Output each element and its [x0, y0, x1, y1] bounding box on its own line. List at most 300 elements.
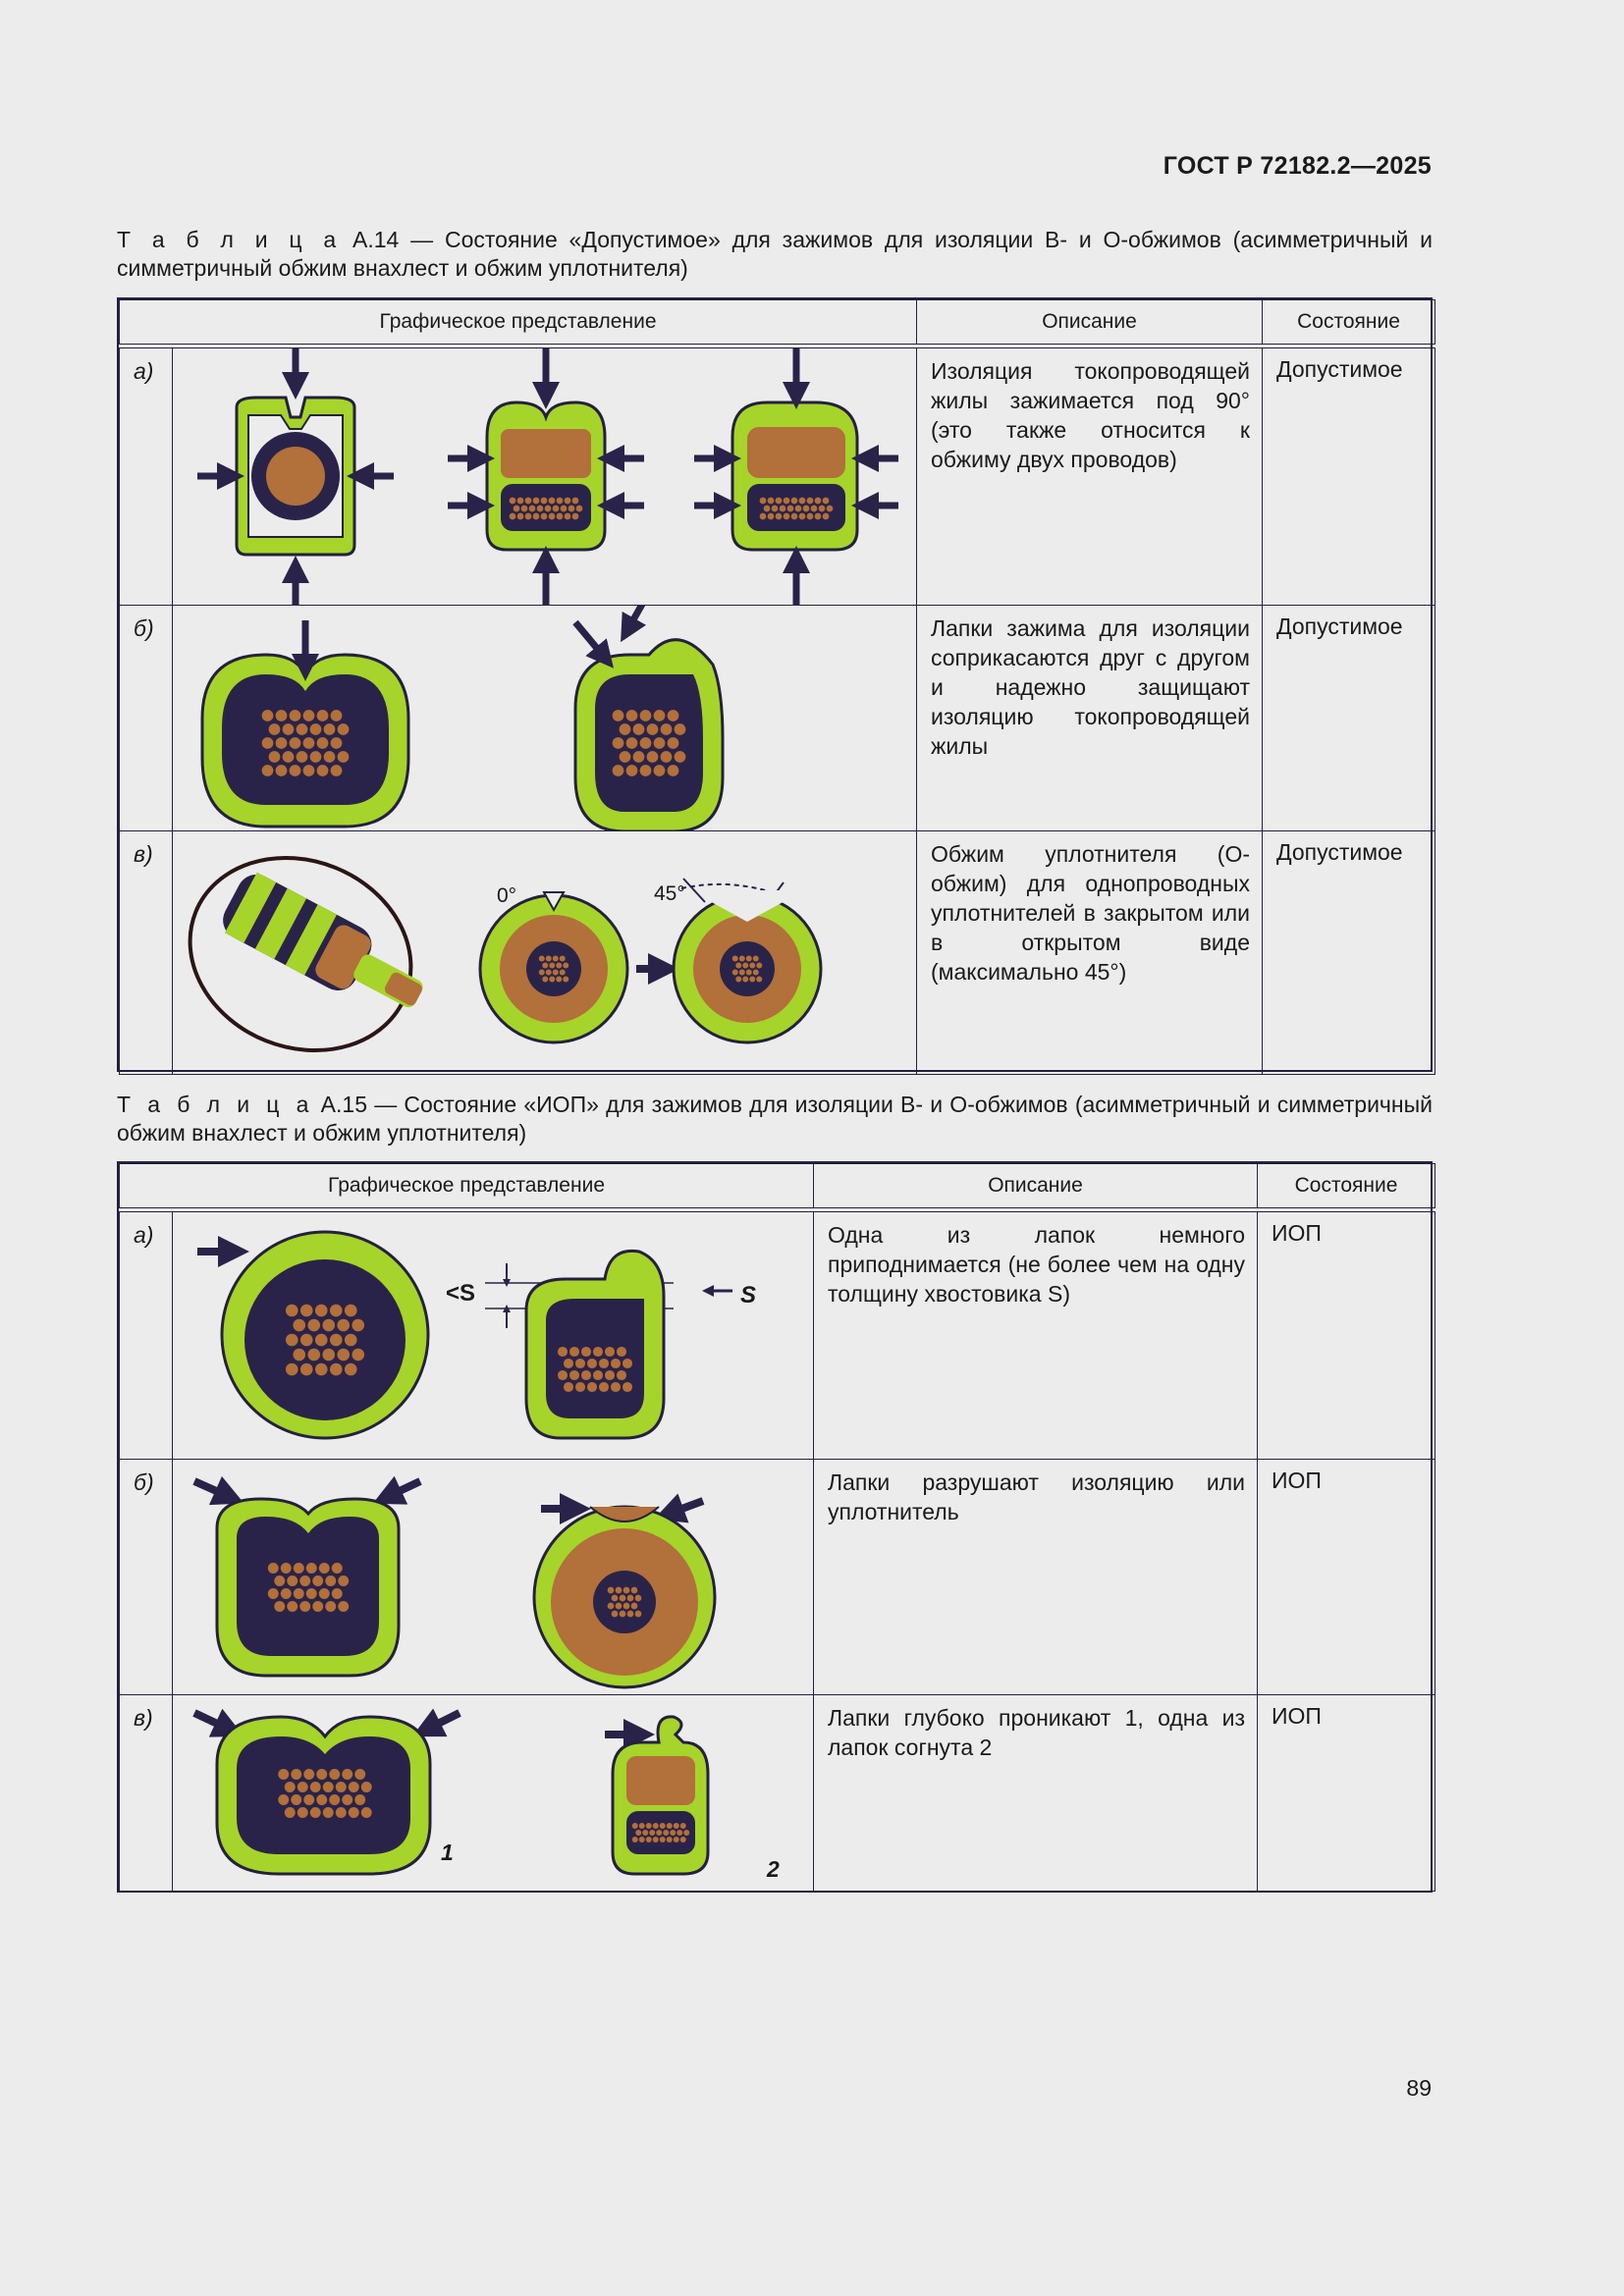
- copper-strand: [660, 1823, 666, 1829]
- dim-label-less-s: <S: [446, 1280, 476, 1307]
- copper-strand: [756, 977, 762, 983]
- copper-strand: [571, 453, 580, 461]
- copper-strand: [323, 1782, 334, 1792]
- copper-strand: [324, 723, 336, 735]
- copper-strand: [631, 1603, 638, 1610]
- copper-strand: [789, 451, 798, 459]
- copper-strand: [632, 1771, 640, 1779]
- copper-strand: [631, 1587, 638, 1594]
- copper-strand: [361, 1807, 372, 1818]
- table-a14: [117, 297, 1433, 1072]
- copper-strand: [279, 462, 287, 470]
- copper-strand: [556, 977, 562, 983]
- copper-strand: [816, 440, 825, 449]
- copper-strand: [533, 513, 540, 520]
- copper-strand: [336, 1807, 347, 1818]
- copper-strand: [312, 1601, 323, 1612]
- table-row: [120, 831, 1435, 1075]
- copper-strand: [329, 1794, 340, 1805]
- copper-strand: [361, 1782, 372, 1792]
- copper-strand: [303, 1769, 314, 1780]
- copper-strand: [780, 506, 786, 512]
- copper-strand: [749, 963, 755, 969]
- row-description: Лапки глубоко проникают 1, одна из лапок согнута 2: [814, 1695, 1258, 1892]
- header-graphic: Графическое представление: [120, 300, 917, 345]
- copper-strand: [680, 1837, 686, 1842]
- copper-strand: [572, 513, 579, 520]
- copper-strand: [764, 506, 771, 512]
- copper-strand: [611, 1382, 621, 1392]
- copper-strand: [572, 498, 579, 505]
- copper-strand: [656, 1830, 662, 1836]
- copper-strand: [576, 506, 583, 512]
- copper-strand: [310, 751, 322, 763]
- copper-strand: [739, 970, 745, 976]
- copper-strand: [317, 765, 329, 776]
- copper-strand: [668, 737, 679, 749]
- copper-strand: [674, 1823, 679, 1829]
- figure-cell: [173, 1212, 814, 1460]
- row-state: ИОП: [1258, 1460, 1435, 1695]
- marker-label-1: 1: [441, 1840, 454, 1865]
- row-description: Лапки зажима для изоляции соприкасаются друг с другом и надежно защищают изоляцию токопроводящей жилы: [917, 606, 1263, 831]
- copper-strand: [675, 751, 686, 763]
- copper-strand: [659, 1771, 667, 1779]
- copper-strand: [677, 1830, 682, 1836]
- table-row: [120, 1695, 1435, 1892]
- header-state: Состояние: [1263, 300, 1435, 345]
- copper-strand: [627, 1611, 634, 1618]
- row-state: Допустимое: [1263, 606, 1435, 831]
- copper-strand: [262, 765, 274, 776]
- copper-strand: [735, 977, 741, 983]
- page-number: 89: [1406, 2075, 1432, 2101]
- copper-strand: [330, 1334, 343, 1347]
- copper-strand: [613, 737, 624, 749]
- copper-strand: [285, 1807, 296, 1818]
- copper-strand: [593, 1370, 603, 1380]
- copper-strand: [649, 1830, 655, 1836]
- copper-strand: [289, 482, 297, 490]
- copper-strand: [268, 1563, 279, 1574]
- copper-strand: [787, 506, 794, 512]
- copper-strand: [735, 963, 741, 969]
- copper-strand: [281, 1563, 292, 1574]
- copper-strand: [827, 506, 834, 512]
- copper-strand: [325, 1601, 336, 1612]
- seal-crimp-photo-illustration: [173, 831, 440, 1075]
- copper-strand: [772, 506, 779, 512]
- copper-strand: [646, 1837, 652, 1842]
- copper-strand: [742, 963, 748, 969]
- row-state: Допустимое: [1263, 831, 1435, 1075]
- copper-strand: [762, 440, 771, 449]
- copper-strand: [779, 451, 787, 459]
- row-label: в): [120, 831, 173, 1075]
- table-a15: [117, 1161, 1433, 1893]
- copper-strand: [742, 977, 748, 983]
- copper-strand: [331, 710, 343, 721]
- copper-strand: [784, 513, 790, 520]
- copper-strand: [342, 1794, 352, 1805]
- caption-label: Т а б л и ц а: [117, 1092, 314, 1117]
- copper-strand: [599, 1382, 609, 1392]
- copper-strand: [555, 442, 564, 451]
- copper-strand: [799, 513, 806, 520]
- copper-strand: [549, 963, 555, 969]
- copper-strand: [633, 751, 645, 763]
- caption-label: Т а б л и ц а: [117, 227, 342, 252]
- copper-strand: [637, 1780, 645, 1788]
- copper-strand: [654, 765, 666, 776]
- copper-strand: [312, 1575, 323, 1586]
- copper-strand: [756, 963, 762, 969]
- copper-strand: [822, 451, 831, 459]
- copper-strand: [546, 956, 552, 962]
- copper-strand: [613, 765, 624, 776]
- copper-strand: [300, 1363, 313, 1376]
- row-description: Лапки разрушают изоляцию или уплотнитель: [814, 1460, 1258, 1695]
- copper-strand: [553, 970, 559, 976]
- copper-strand: [632, 1837, 638, 1842]
- crimp-figure-b: [173, 606, 917, 831]
- copper-strand: [768, 498, 775, 505]
- copper-strand: [310, 1807, 321, 1818]
- copper-strand: [337, 1349, 350, 1362]
- copper-strand: [354, 1769, 365, 1780]
- copper-strand: [315, 1334, 328, 1347]
- header-state: Состояние: [1258, 1164, 1435, 1208]
- copper-strand: [805, 440, 814, 449]
- copper-strand: [542, 977, 548, 983]
- copper-strand: [623, 1359, 632, 1368]
- copper-strand: [294, 472, 301, 480]
- copper-strand: [561, 453, 569, 461]
- copper-strand: [635, 1595, 642, 1602]
- figure-cell: [173, 348, 917, 606]
- copper-strand: [303, 737, 315, 749]
- copper-strand: [545, 506, 552, 512]
- copper-strand: [565, 498, 571, 505]
- copper-strand: [510, 513, 516, 520]
- copper-strand: [276, 765, 288, 776]
- copper-strand: [587, 1382, 597, 1392]
- copper-strand: [626, 710, 638, 721]
- copper-strand: [262, 710, 274, 721]
- copper-strand: [768, 513, 775, 520]
- copper-strand: [613, 710, 624, 721]
- copper-strand: [293, 1319, 305, 1332]
- copper-strand: [640, 710, 652, 721]
- copper-strand: [560, 970, 566, 976]
- strand-group: [279, 462, 311, 490]
- copper-strand: [612, 1611, 619, 1618]
- copper-strand: [768, 451, 777, 459]
- copper-strand: [297, 751, 308, 763]
- crimp-figure-a15-c: [173, 1695, 814, 1892]
- row-label: а): [120, 1212, 173, 1460]
- copper-strand: [287, 1601, 298, 1612]
- row-label: в): [120, 1695, 173, 1892]
- copper-strand: [514, 506, 520, 512]
- copper-strand: [291, 1769, 301, 1780]
- copper-strand: [623, 1382, 632, 1392]
- caption-text: А.14 — Состояние «Допустимое» для зажимов для изоляции В- и О-обжимов (асимметричный и симметричный обжим внахлест и обжим уплотнителя): [117, 227, 1433, 281]
- copper-strand: [278, 1794, 289, 1805]
- copper-strand: [324, 751, 336, 763]
- copper-strand: [675, 723, 686, 735]
- copper-strand: [286, 1363, 298, 1376]
- copper-strand: [315, 1363, 328, 1376]
- copper-strand: [533, 442, 542, 451]
- copper-strand: [546, 970, 552, 976]
- figure-cell: [173, 1460, 814, 1695]
- copper-strand: [300, 1305, 313, 1317]
- copper-strand: [776, 513, 783, 520]
- copper-strand: [276, 710, 288, 721]
- copper-strand: [803, 506, 810, 512]
- copper-strand: [322, 1319, 335, 1332]
- copper-strand: [278, 1769, 289, 1780]
- copper-strand: [541, 498, 548, 505]
- copper-strand: [627, 1595, 634, 1602]
- copper-strand: [753, 956, 759, 962]
- copper-strand: [623, 1603, 630, 1610]
- copper-strand: [650, 1771, 658, 1779]
- copper-strand: [323, 1807, 334, 1818]
- copper-strand: [338, 1575, 349, 1586]
- copper-strand: [791, 498, 798, 505]
- copper-strand: [521, 506, 528, 512]
- header-description: Описание: [814, 1164, 1258, 1208]
- copper-strand: [307, 1319, 320, 1332]
- copper-strand: [331, 737, 343, 749]
- copper-strand: [342, 1769, 352, 1780]
- copper-strand: [539, 453, 548, 461]
- copper-strand: [565, 513, 571, 520]
- copper-strand: [354, 1794, 365, 1805]
- copper-strand: [303, 1794, 314, 1805]
- table-row: [120, 348, 1435, 606]
- copper-strand: [784, 440, 792, 449]
- copper-strand: [290, 737, 301, 749]
- copper-strand: [569, 1370, 579, 1380]
- copper-strand: [293, 1349, 305, 1362]
- copper-strand: [303, 765, 315, 776]
- copper-strand: [616, 1587, 623, 1594]
- copper-strand: [310, 723, 322, 735]
- crimp-figure-a15-b: [173, 1460, 814, 1695]
- copper-strand: [655, 1780, 663, 1788]
- copper-strand: [566, 442, 574, 451]
- copper-strand: [575, 1359, 585, 1368]
- copper-strand: [815, 513, 822, 520]
- copper-strand: [617, 1370, 626, 1380]
- document-code: ГОСТ Р 72182.2—2025: [1163, 152, 1432, 180]
- crimp-figure-c: [173, 831, 917, 1075]
- copper-strand: [298, 482, 306, 490]
- copper-strand: [683, 1830, 689, 1836]
- copper-strand: [556, 963, 562, 969]
- copper-strand: [575, 1382, 585, 1392]
- copper-strand: [605, 1370, 615, 1380]
- copper-strand: [512, 442, 520, 451]
- copper-strand: [549, 977, 555, 983]
- copper-strand: [746, 970, 752, 976]
- angle-label-45: 45°: [654, 882, 685, 905]
- copper-strand: [795, 506, 802, 512]
- copper-strand: [337, 1319, 350, 1332]
- copper-strand: [746, 956, 752, 962]
- copper-strand: [617, 1347, 626, 1357]
- table-row: [120, 1212, 1435, 1460]
- copper-strand: [823, 513, 830, 520]
- copper-strand: [549, 513, 556, 520]
- copper-strand: [673, 1780, 680, 1788]
- copper-strand: [522, 442, 531, 451]
- copper-strand: [653, 1823, 659, 1829]
- row-description: Одна из лапок немного приподнимается (не более чем на одну толщину хвостовика S): [814, 1212, 1258, 1460]
- copper-strand: [663, 1830, 669, 1836]
- copper-strand: [332, 1563, 343, 1574]
- header-description: Описание: [917, 300, 1263, 345]
- copper-strand: [299, 1575, 310, 1586]
- copper-strand: [605, 1347, 615, 1357]
- copper-strand: [298, 1807, 308, 1818]
- copper-strand: [306, 1563, 317, 1574]
- copper-strand: [528, 453, 537, 461]
- row-label: а): [120, 348, 173, 606]
- copper-strand: [674, 1837, 679, 1842]
- copper-strand: [306, 1588, 317, 1599]
- copper-strand: [612, 1595, 619, 1602]
- copper-strand: [315, 1305, 328, 1317]
- copper-strand: [307, 1349, 320, 1362]
- figure-cell: [173, 606, 917, 831]
- copper-strand: [276, 737, 288, 749]
- copper-strand: [281, 1588, 292, 1599]
- copper-strand: [338, 751, 350, 763]
- copper-strand: [291, 1794, 301, 1805]
- copper-strand: [269, 723, 281, 735]
- copper-strand: [661, 751, 673, 763]
- copper-strand: [749, 977, 755, 983]
- copper-strand: [653, 1837, 659, 1842]
- row-state: ИОП: [1258, 1695, 1435, 1892]
- copper-strand: [587, 1359, 597, 1368]
- copper-strand: [316, 1769, 327, 1780]
- dim-label-s: S: [740, 1282, 757, 1308]
- copper-strand: [811, 506, 818, 512]
- copper-strand: [558, 1347, 568, 1357]
- figure-cell: [173, 1695, 814, 1892]
- copper-strand: [593, 1347, 603, 1357]
- copper-strand: [525, 513, 532, 520]
- copper-strand: [299, 1601, 310, 1612]
- copper-strand: [581, 1370, 591, 1380]
- copper-strand: [807, 513, 814, 520]
- copper-strand: [541, 513, 548, 520]
- copper-strand: [517, 513, 524, 520]
- copper-strand: [325, 1575, 336, 1586]
- copper-strand: [336, 1782, 347, 1792]
- copper-strand: [517, 453, 526, 461]
- copper-strand: [670, 1830, 676, 1836]
- copper-strand: [791, 513, 798, 520]
- table-a15-caption: [117, 1091, 1433, 1148]
- copper-strand: [654, 737, 666, 749]
- crimp-figure-a15-a: [173, 1212, 814, 1460]
- copper-strand: [569, 1347, 579, 1357]
- copper-strand: [732, 956, 738, 962]
- copper-strand: [639, 1837, 645, 1842]
- copper-strand: [799, 498, 806, 505]
- crimp-figure-a: [173, 348, 917, 606]
- copper-strand: [823, 498, 830, 505]
- table-a14-caption: [117, 226, 1433, 283]
- copper-strand: [773, 440, 782, 449]
- copper-strand: [331, 765, 343, 776]
- copper-strand: [322, 1349, 335, 1362]
- copper-strand: [753, 970, 759, 976]
- copper-strand: [287, 1575, 298, 1586]
- copper-strand: [349, 1782, 359, 1792]
- table-row: [120, 1460, 1435, 1695]
- copper-strand: [568, 506, 575, 512]
- copper-strand: [274, 1575, 285, 1586]
- copper-strand: [319, 1588, 330, 1599]
- copper-strand: [525, 498, 532, 505]
- angle-label-0: 0°: [497, 884, 517, 907]
- copper-strand: [647, 723, 659, 735]
- copper-strand: [560, 956, 566, 962]
- copper-strand: [279, 482, 287, 490]
- copper-strand: [330, 1363, 343, 1376]
- copper-strand: [626, 765, 638, 776]
- copper-strand: [677, 1771, 684, 1779]
- copper-strand: [268, 1588, 279, 1599]
- copper-strand: [345, 1363, 357, 1376]
- copper-strand: [298, 462, 306, 470]
- copper-strand: [539, 970, 545, 976]
- copper-strand: [332, 1588, 343, 1599]
- copper-strand: [807, 498, 814, 505]
- copper-strand: [310, 1782, 321, 1792]
- copper-strand: [800, 451, 809, 459]
- copper-strand: [564, 1382, 573, 1392]
- copper-strand: [549, 498, 556, 505]
- copper-strand: [553, 506, 560, 512]
- copper-strand: [667, 1837, 673, 1842]
- copper-strand: [668, 710, 679, 721]
- copper-strand: [794, 440, 803, 449]
- copper-strand: [330, 1305, 343, 1317]
- copper-strand: [316, 1794, 327, 1805]
- copper-strand: [319, 1563, 330, 1574]
- copper-strand: [294, 1588, 304, 1599]
- copper-strand: [739, 956, 745, 962]
- copper-strand: [760, 498, 767, 505]
- copper-strand: [635, 1611, 642, 1618]
- copper-strand: [641, 1771, 649, 1779]
- row-label: б): [120, 1460, 173, 1695]
- copper-strand: [668, 1771, 676, 1779]
- row-state: ИОП: [1258, 1212, 1435, 1460]
- copper-strand: [616, 1603, 623, 1610]
- copper-strand: [550, 453, 559, 461]
- copper-strand: [646, 1823, 652, 1829]
- copper-strand: [646, 1780, 654, 1788]
